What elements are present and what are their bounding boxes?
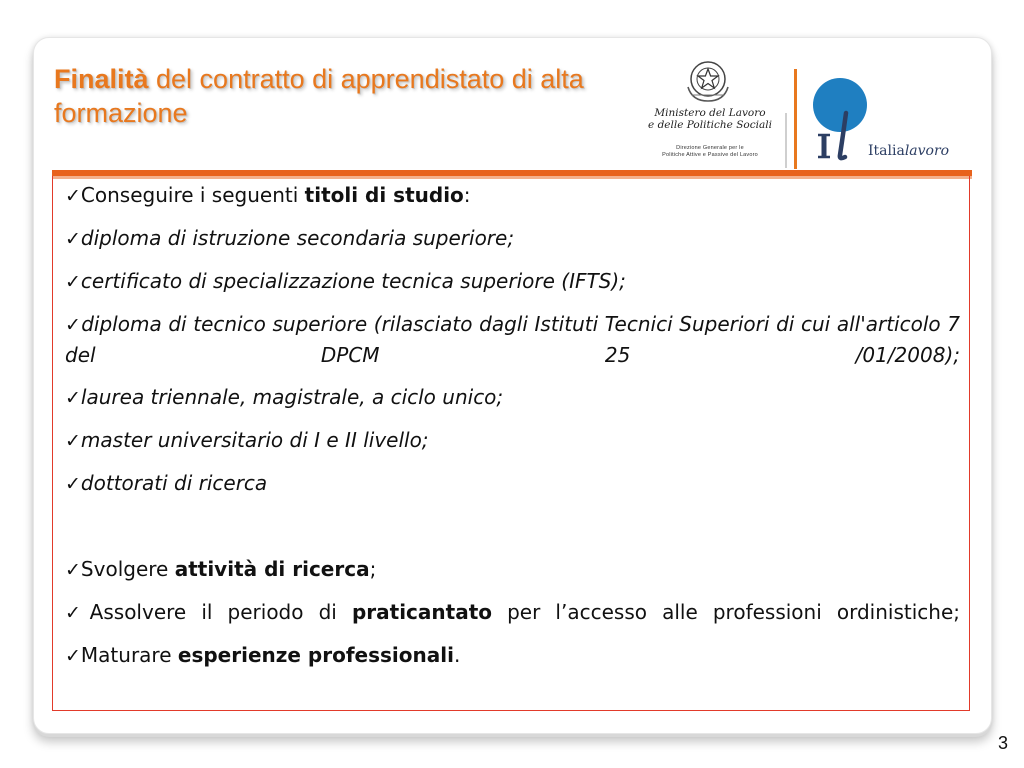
italialavoro-upright: Italia bbox=[868, 143, 905, 159]
check-icon: ✓ bbox=[65, 430, 81, 452]
bullet-item bbox=[65, 597, 960, 628]
logo-separator-gray bbox=[785, 113, 787, 168]
bullet-item bbox=[65, 223, 960, 254]
italian-republic-emblem-icon bbox=[682, 57, 734, 105]
bullet-item bbox=[65, 180, 960, 211]
bullet-text: Maturare bbox=[80, 643, 178, 667]
page-number: 3 bbox=[998, 733, 1009, 753]
italialavoro-italic: lavoro bbox=[904, 143, 950, 159]
italialavoro-il-logo-icon bbox=[810, 75, 870, 165]
bullet-item bbox=[65, 382, 960, 413]
bullet-text: . bbox=[453, 643, 461, 667]
bullet-italic: diploma di istruzione secondaria superiore; bbox=[80, 226, 515, 250]
ministry-logo bbox=[640, 55, 780, 165]
bullet-list bbox=[65, 180, 960, 671]
bullet-bold: esperienze professionali bbox=[177, 643, 454, 667]
ministry-dept-line1: Direzione Generale per le bbox=[676, 145, 744, 151]
bullet-bold: titoli di studio bbox=[304, 183, 464, 207]
check-icon: ✓ bbox=[65, 602, 90, 624]
bullet-item bbox=[65, 468, 960, 499]
bullet-italic: dottorati di ricerca bbox=[80, 471, 268, 495]
bullet-item bbox=[65, 425, 960, 456]
check-icon: ✓ bbox=[65, 559, 81, 581]
bullet-text: ; bbox=[369, 557, 377, 581]
bullet-item bbox=[65, 309, 960, 370]
bullet-text: : bbox=[463, 183, 471, 207]
ministry-department bbox=[640, 145, 780, 159]
check-icon: ✓ bbox=[65, 271, 81, 293]
ministry-name-line2: e delle Politiche Sociali bbox=[648, 119, 772, 131]
bullet-item bbox=[65, 266, 960, 297]
check-icon: ✓ bbox=[65, 473, 81, 495]
slide-title-bold: Finalità bbox=[54, 64, 149, 94]
bullet-text: Conseguire i seguenti bbox=[80, 183, 305, 207]
header-logos bbox=[640, 55, 970, 170]
slide-title-rest: del contratto di apprendistato di alta formazione bbox=[54, 64, 584, 128]
bullet-item bbox=[65, 640, 960, 671]
slide-title bbox=[54, 62, 614, 130]
bullet-text: per l’accesso alle professioni ordinistiche; bbox=[492, 600, 961, 624]
bullet-italic: certificato di specializzazione tecnica superiore (IFTS); bbox=[80, 269, 626, 293]
logo-separator-orange bbox=[794, 69, 797, 169]
ministry-dept-line2: Politiche Attive e Passive del Lavoro bbox=[662, 152, 758, 158]
check-icon: ✓ bbox=[65, 228, 81, 250]
bullet-text: Assolvere il periodo di bbox=[89, 600, 352, 624]
check-icon: ✓ bbox=[65, 387, 81, 409]
ministry-name-line1: Ministero del Lavoro bbox=[654, 107, 766, 119]
bullet-italic: laurea triennale, magistrale, a ciclo unico; bbox=[80, 385, 504, 409]
bullet-bold: praticantato bbox=[351, 600, 492, 624]
bullet-item bbox=[65, 554, 960, 585]
bullet-bold: attività di ricerca bbox=[174, 557, 370, 581]
check-icon: ✓ bbox=[65, 185, 81, 207]
italialavoro-wordmark bbox=[868, 143, 949, 159]
check-icon: ✓ bbox=[65, 314, 82, 336]
bullet-italic: diploma di tecnico superiore (rilasciato dagli Istituti Tecnici Superiori di cui all'articolo 7 del DPCM 25 /01/2008); bbox=[65, 312, 960, 367]
bullet-text: Svolgere bbox=[80, 557, 175, 581]
check-icon: ✓ bbox=[65, 645, 81, 667]
ministry-name bbox=[640, 107, 780, 131]
bullet-italic: master universitario di I e II livello; bbox=[80, 428, 429, 452]
